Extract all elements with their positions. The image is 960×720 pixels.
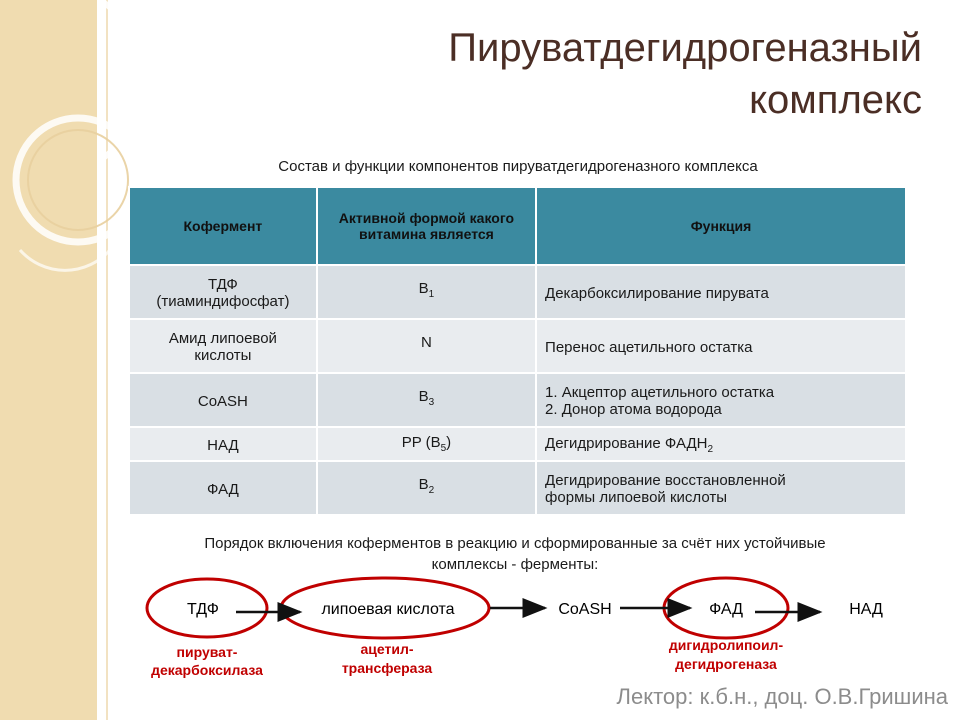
table-row	[129, 265, 906, 319]
coenzyme-name: ТДФ	[207, 276, 238, 293]
table-header-row	[129, 187, 906, 265]
function-subscript: 2	[707, 444, 714, 455]
title-line-2: комплекс	[749, 78, 922, 122]
coenzyme-scheme	[0, 575, 960, 685]
vitamin-suffix: )	[446, 434, 452, 451]
lecturer-footer: Лектор: к.б.н., доц. О.В.Гришина	[616, 684, 948, 709]
scheme-caption-line1: Порядок включения коферментов в реакцию и сформированные за счёт них устойчивые	[204, 535, 826, 552]
vitamin-value: PP (B	[401, 434, 441, 451]
header-vitamin: Активной формой какого витамина является	[317, 187, 536, 265]
coenzyme-table	[128, 186, 907, 516]
node-nad: НАД	[849, 601, 883, 618]
function-text: 1. Акцептор ацетильного остатка	[545, 384, 775, 401]
vitamin-subscript: 2	[428, 485, 435, 496]
table-row	[129, 461, 906, 515]
vitamin-cell	[317, 265, 536, 319]
vitamin-value: B	[418, 280, 429, 297]
vitamin-subscript: 3	[428, 397, 435, 408]
vitamin-subscript: 1	[428, 289, 435, 300]
function-cell	[536, 319, 906, 373]
function-text: Дегидрирование восстановленной	[545, 472, 786, 489]
vitamin-value: B	[418, 476, 429, 493]
vitamin-cell	[317, 373, 536, 427]
node-fad: ФАД	[709, 601, 743, 618]
scheme-caption-line2: комплексы - ферменты:	[431, 556, 599, 573]
table-row	[129, 373, 906, 427]
coenzyme-name: НАД	[207, 436, 239, 454]
vitamin-value: B	[418, 388, 429, 405]
node-coash: CoASH	[558, 601, 612, 618]
function-cell	[536, 265, 906, 319]
function-cell	[536, 373, 906, 427]
title-line-1: Пируватдегидрогеназный	[448, 26, 922, 70]
coenzyme-cell	[129, 319, 317, 373]
function-text-line2: 2. Донор атома водорода	[545, 401, 722, 418]
vitamin-value: N	[421, 334, 432, 351]
vitamin-cell	[317, 319, 536, 373]
enzyme-label-3-line1: дигидролипоил-	[668, 637, 784, 653]
header-function: Функция	[536, 187, 906, 265]
enzyme-label-2-line1: ацетил-	[360, 641, 414, 657]
coenzyme-name: ФАД	[207, 480, 239, 498]
coenzyme-cell	[129, 265, 317, 319]
node-lipoic-acid: липоевая кислота	[321, 601, 455, 618]
coenzyme-cell	[129, 373, 317, 427]
vitamin-cell	[317, 427, 536, 461]
function-cell	[536, 427, 906, 461]
header-coenzyme: Кофермент	[129, 187, 317, 265]
table-caption: Состав и функции компонентов пируватдегидрогеназного комплекса	[278, 158, 758, 175]
function-cell	[536, 461, 906, 515]
coenzyme-name: Амид липоевой	[168, 330, 277, 347]
scheme-caption	[115, 533, 915, 575]
enzyme-label-1-line2: декарбоксилаза	[151, 662, 263, 678]
vitamin-subscript: 5	[440, 443, 447, 454]
coenzyme-cell	[129, 427, 317, 461]
enzyme-label-3-line2: дегидрогеназа	[675, 656, 777, 672]
coenzyme-name-line2: кислоты	[194, 347, 252, 364]
function-text: Дегидрирование ФАДН	[545, 435, 708, 452]
enzyme-label-1-line1: пируват-	[176, 644, 238, 660]
table-row	[129, 427, 906, 461]
function-text-line2: формы липоевой кислоты	[545, 489, 727, 506]
vitamin-cell	[317, 461, 536, 515]
function-text: Декарбоксилирование пирувата	[545, 284, 769, 302]
coenzyme-name-line2: (тиаминдифосфат)	[156, 293, 290, 310]
enzyme-label-2-line2: трансфераза	[341, 660, 433, 676]
page-title	[222, 22, 922, 126]
table-row	[129, 319, 906, 373]
function-text: Перенос ацетильного остатка	[545, 338, 753, 356]
coenzyme-name: CoASH	[197, 392, 248, 410]
coenzyme-cell	[129, 461, 317, 515]
node-tdf: ТДФ	[187, 601, 219, 618]
